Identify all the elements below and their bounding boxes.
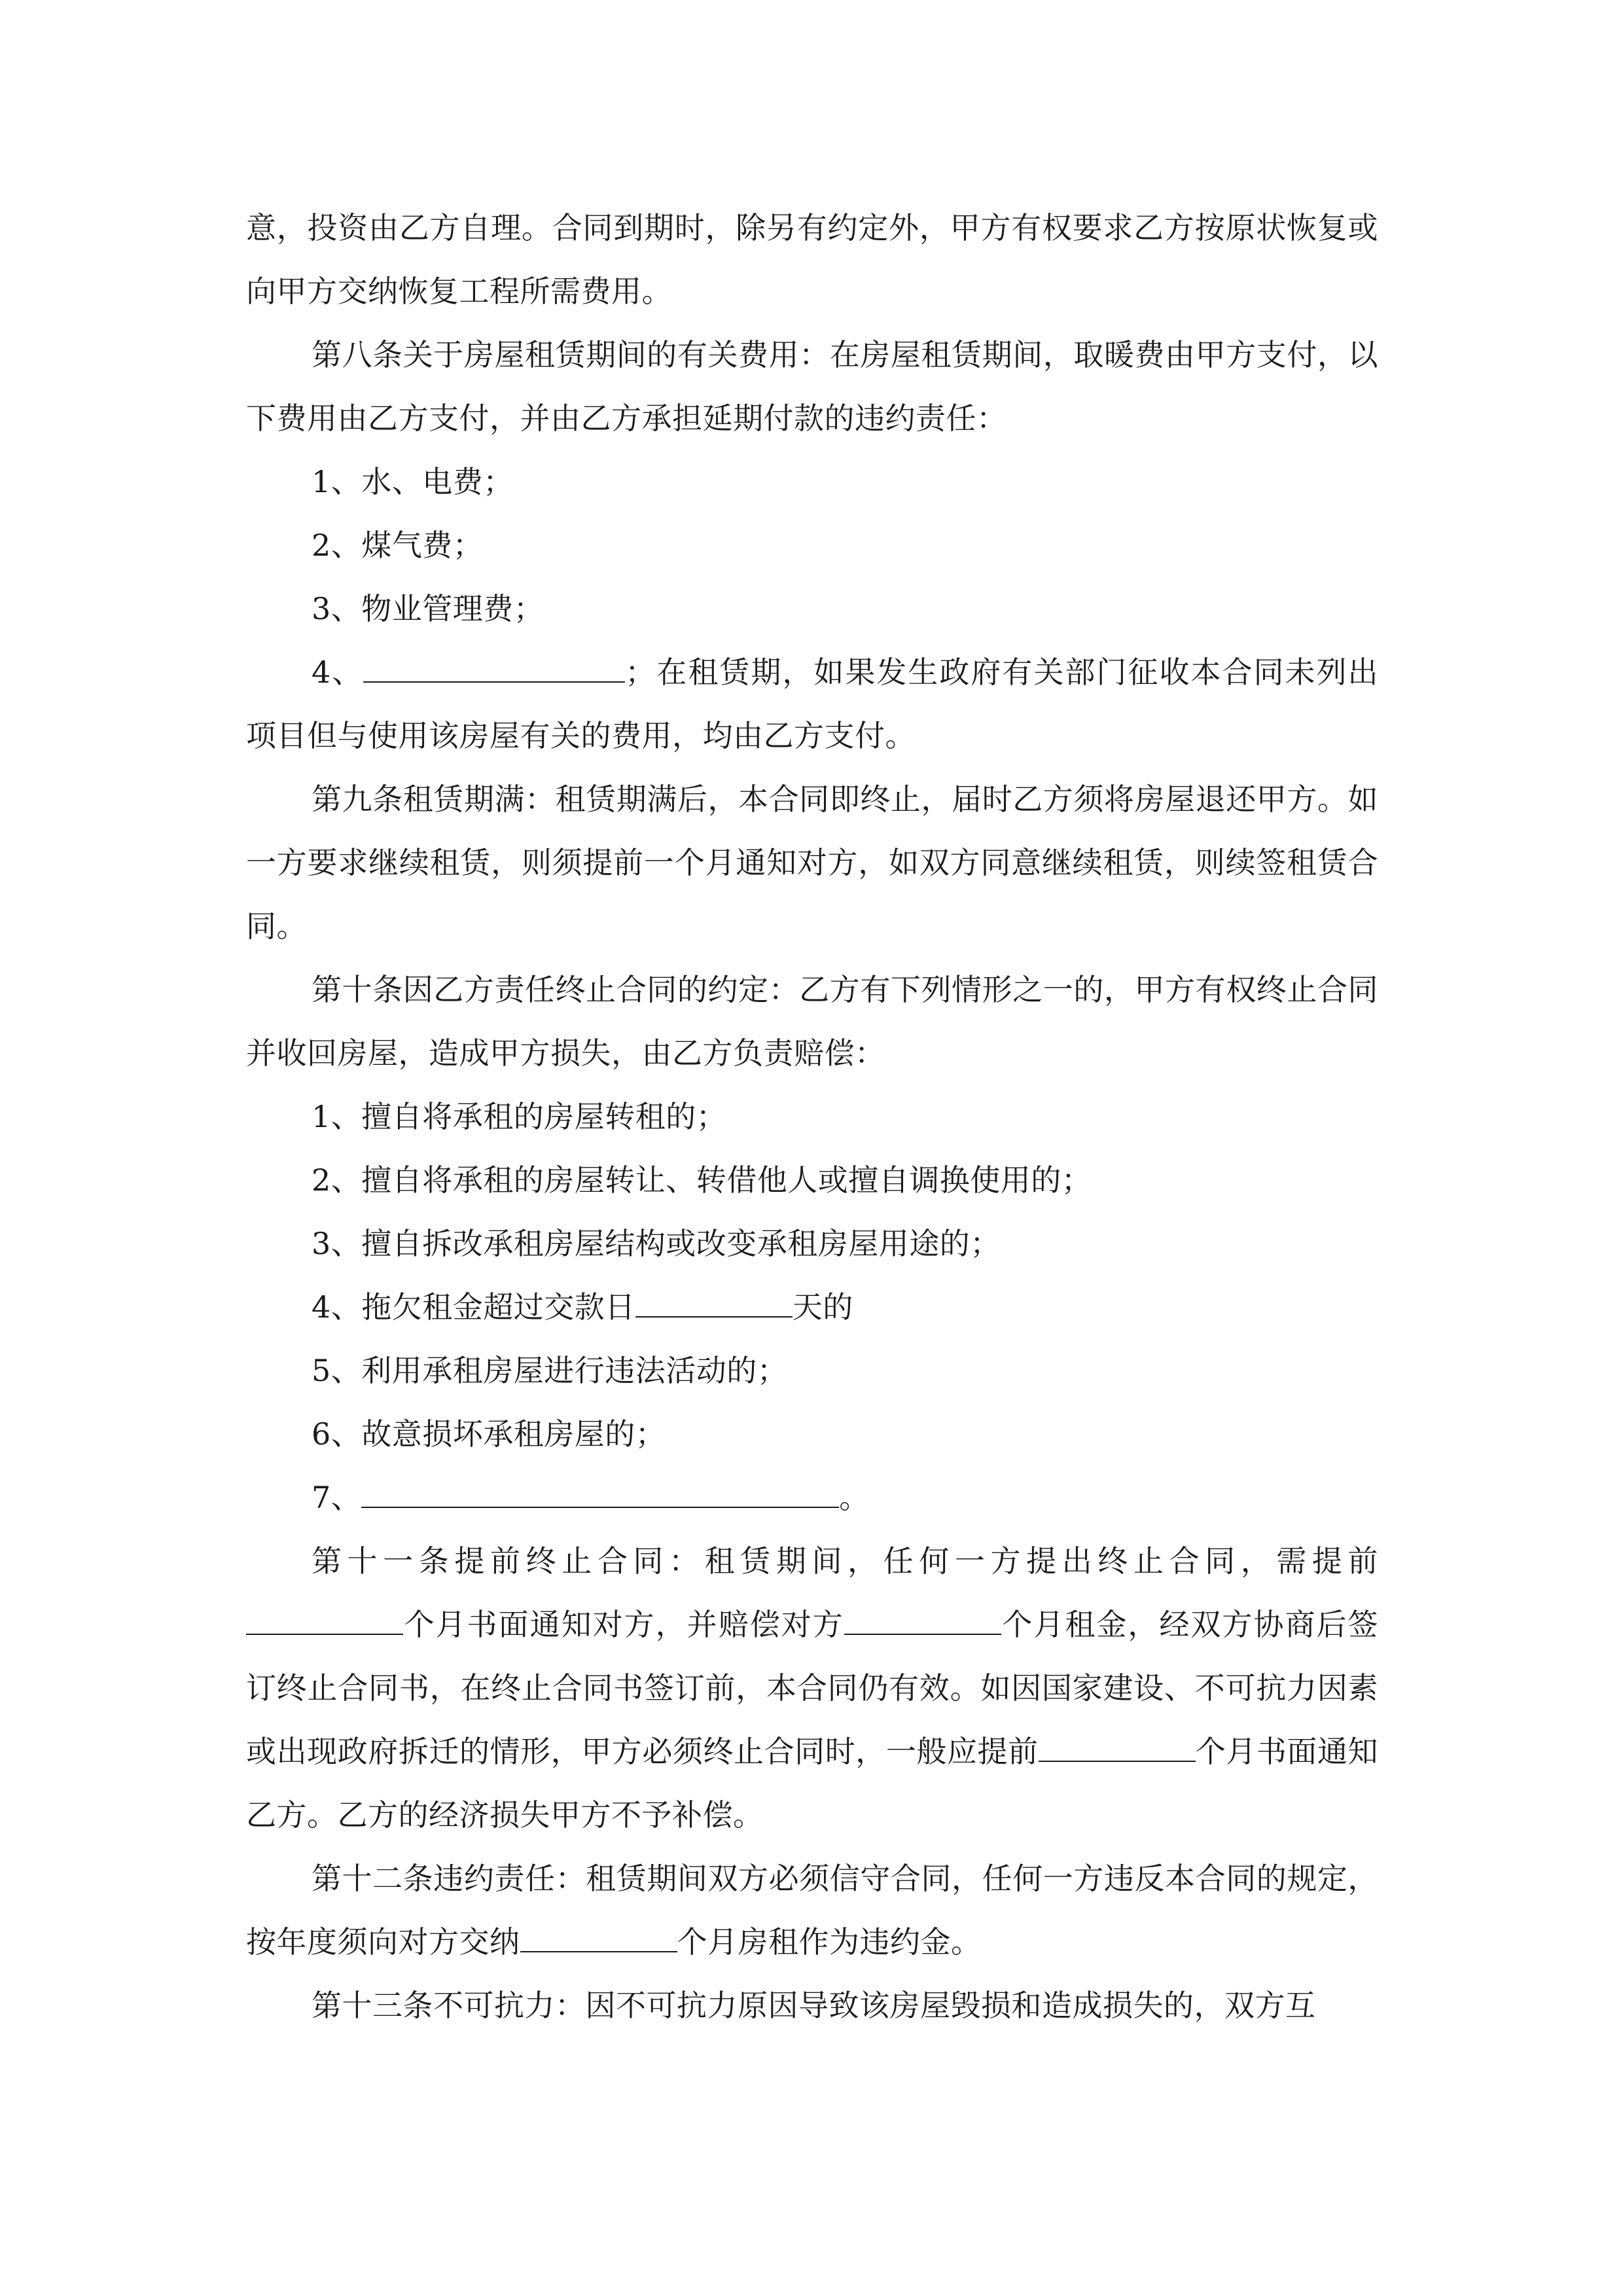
article-8-item-4: [246, 641, 1378, 768]
article-11-part-d: 个月书面通知乙方。乙方的经济损失甲方不予补偿。: [246, 1734, 1378, 1833]
article-12: [246, 1847, 1378, 1974]
article-10-item-1: 1、擅自将承租的房屋转租的；: [312, 1099, 727, 1134]
article-8-item-3: 3、物业管理费；: [312, 591, 544, 626]
article-10-item-4-prefix: 4、拖欠租金超过交款日: [312, 1289, 635, 1325]
fill-in-blank: [246, 1607, 403, 1635]
article-13: 第十三条不可抗力：因不可抗力原因导致该房屋毁损和造成损失的，双方互: [312, 1988, 1316, 2023]
article-12-part-b: 个月房租作为违约金。: [677, 1924, 982, 1960]
article-8-item-1: 1、水、电费；: [312, 464, 514, 499]
article-12-part-a: 第十二条违约责任：租赁期间双方必须信守合同，任何一方违反本合同的规定，按年度须向对方交纳: [246, 1861, 1378, 1960]
fill-in-blank: [520, 1925, 677, 1952]
article-9: 第九条租赁期满：租赁期满后，本合同即终止，届时乙方须将房屋退还甲方。如一方要求继续租赁，则须提前一个月通知对方，如双方同意继续租赁，则续签租赁合同。: [246, 781, 1378, 944]
fill-in-blank: [1039, 1734, 1196, 1762]
article-8: 第八条关于房屋租赁期间的有关费用：在房屋租赁期间，取暖费由甲方支付，以下费用由乙方支付，并由乙方承担延期付款的违约责任：: [246, 337, 1378, 436]
article-8-item-4-prefix: 4、: [312, 655, 364, 690]
article-10-item-3: 3、擅自拆改承租房屋结构或改变承租房屋用途的；: [312, 1226, 1001, 1261]
article-10-item-7: [246, 1466, 1378, 1530]
article-11-part-a: 第十一条提前终止合同：租赁期间，任何一方提出终止合同，需提前: [312, 1543, 1378, 1579]
paragraph-continuation: 意，投资由乙方自理。合同到期时，除另有约定外，甲方有权要求乙方按原状恢复或向甲方交纳恢复工程所需费用。: [246, 210, 1378, 309]
article-8-item-2: 2、煤气费；: [312, 528, 484, 563]
article-11-part-b: 个月书面通知对方，并赔偿对方: [403, 1607, 844, 1642]
document-body: [246, 196, 1378, 2037]
fill-in-blank: [363, 655, 625, 683]
fill-in-blank: [635, 1290, 793, 1318]
article-10-item-2: 2、擅自将承租的房屋转让、转借他人或擅自调换使用的；: [312, 1162, 1092, 1198]
article-8-item-4-suffix: ；在租赁期，如果发生政府有关部门征收本合同未列出项目但与使用该房屋有关的费用，均由乙方支付。: [246, 655, 1378, 753]
fill-in-blank: [361, 1480, 839, 1508]
article-10-item-4-suffix: 天的: [792, 1289, 853, 1325]
article-10-item-7-prefix: 7、: [312, 1480, 362, 1515]
article-10: 第十条因乙方责任终止合同的约定：乙方有下列情形之一的，甲方有权终止合同并收回房屋，造成甲方损失，由乙方负责赔偿：: [246, 972, 1378, 1071]
article-10-item-6: 6、故意损坏承租房屋的；: [312, 1416, 666, 1452]
article-10-item-4: [246, 1276, 1378, 1339]
article-11: [246, 1530, 1378, 1847]
article-10-item-5: 5、利用承租房屋进行违法活动的；: [312, 1353, 788, 1388]
article-10-item-7-suffix: 。: [839, 1480, 870, 1515]
fill-in-blank: [844, 1607, 1001, 1635]
article-11-part-c: 个月租金，经双方协商后签订终止合同书，在终止合同书签订前，本合同仍有效。如因国家建设、不可抗力因素或出现政府拆迁的情形，甲方必须终止合同时，一般应提前: [246, 1607, 1379, 1769]
